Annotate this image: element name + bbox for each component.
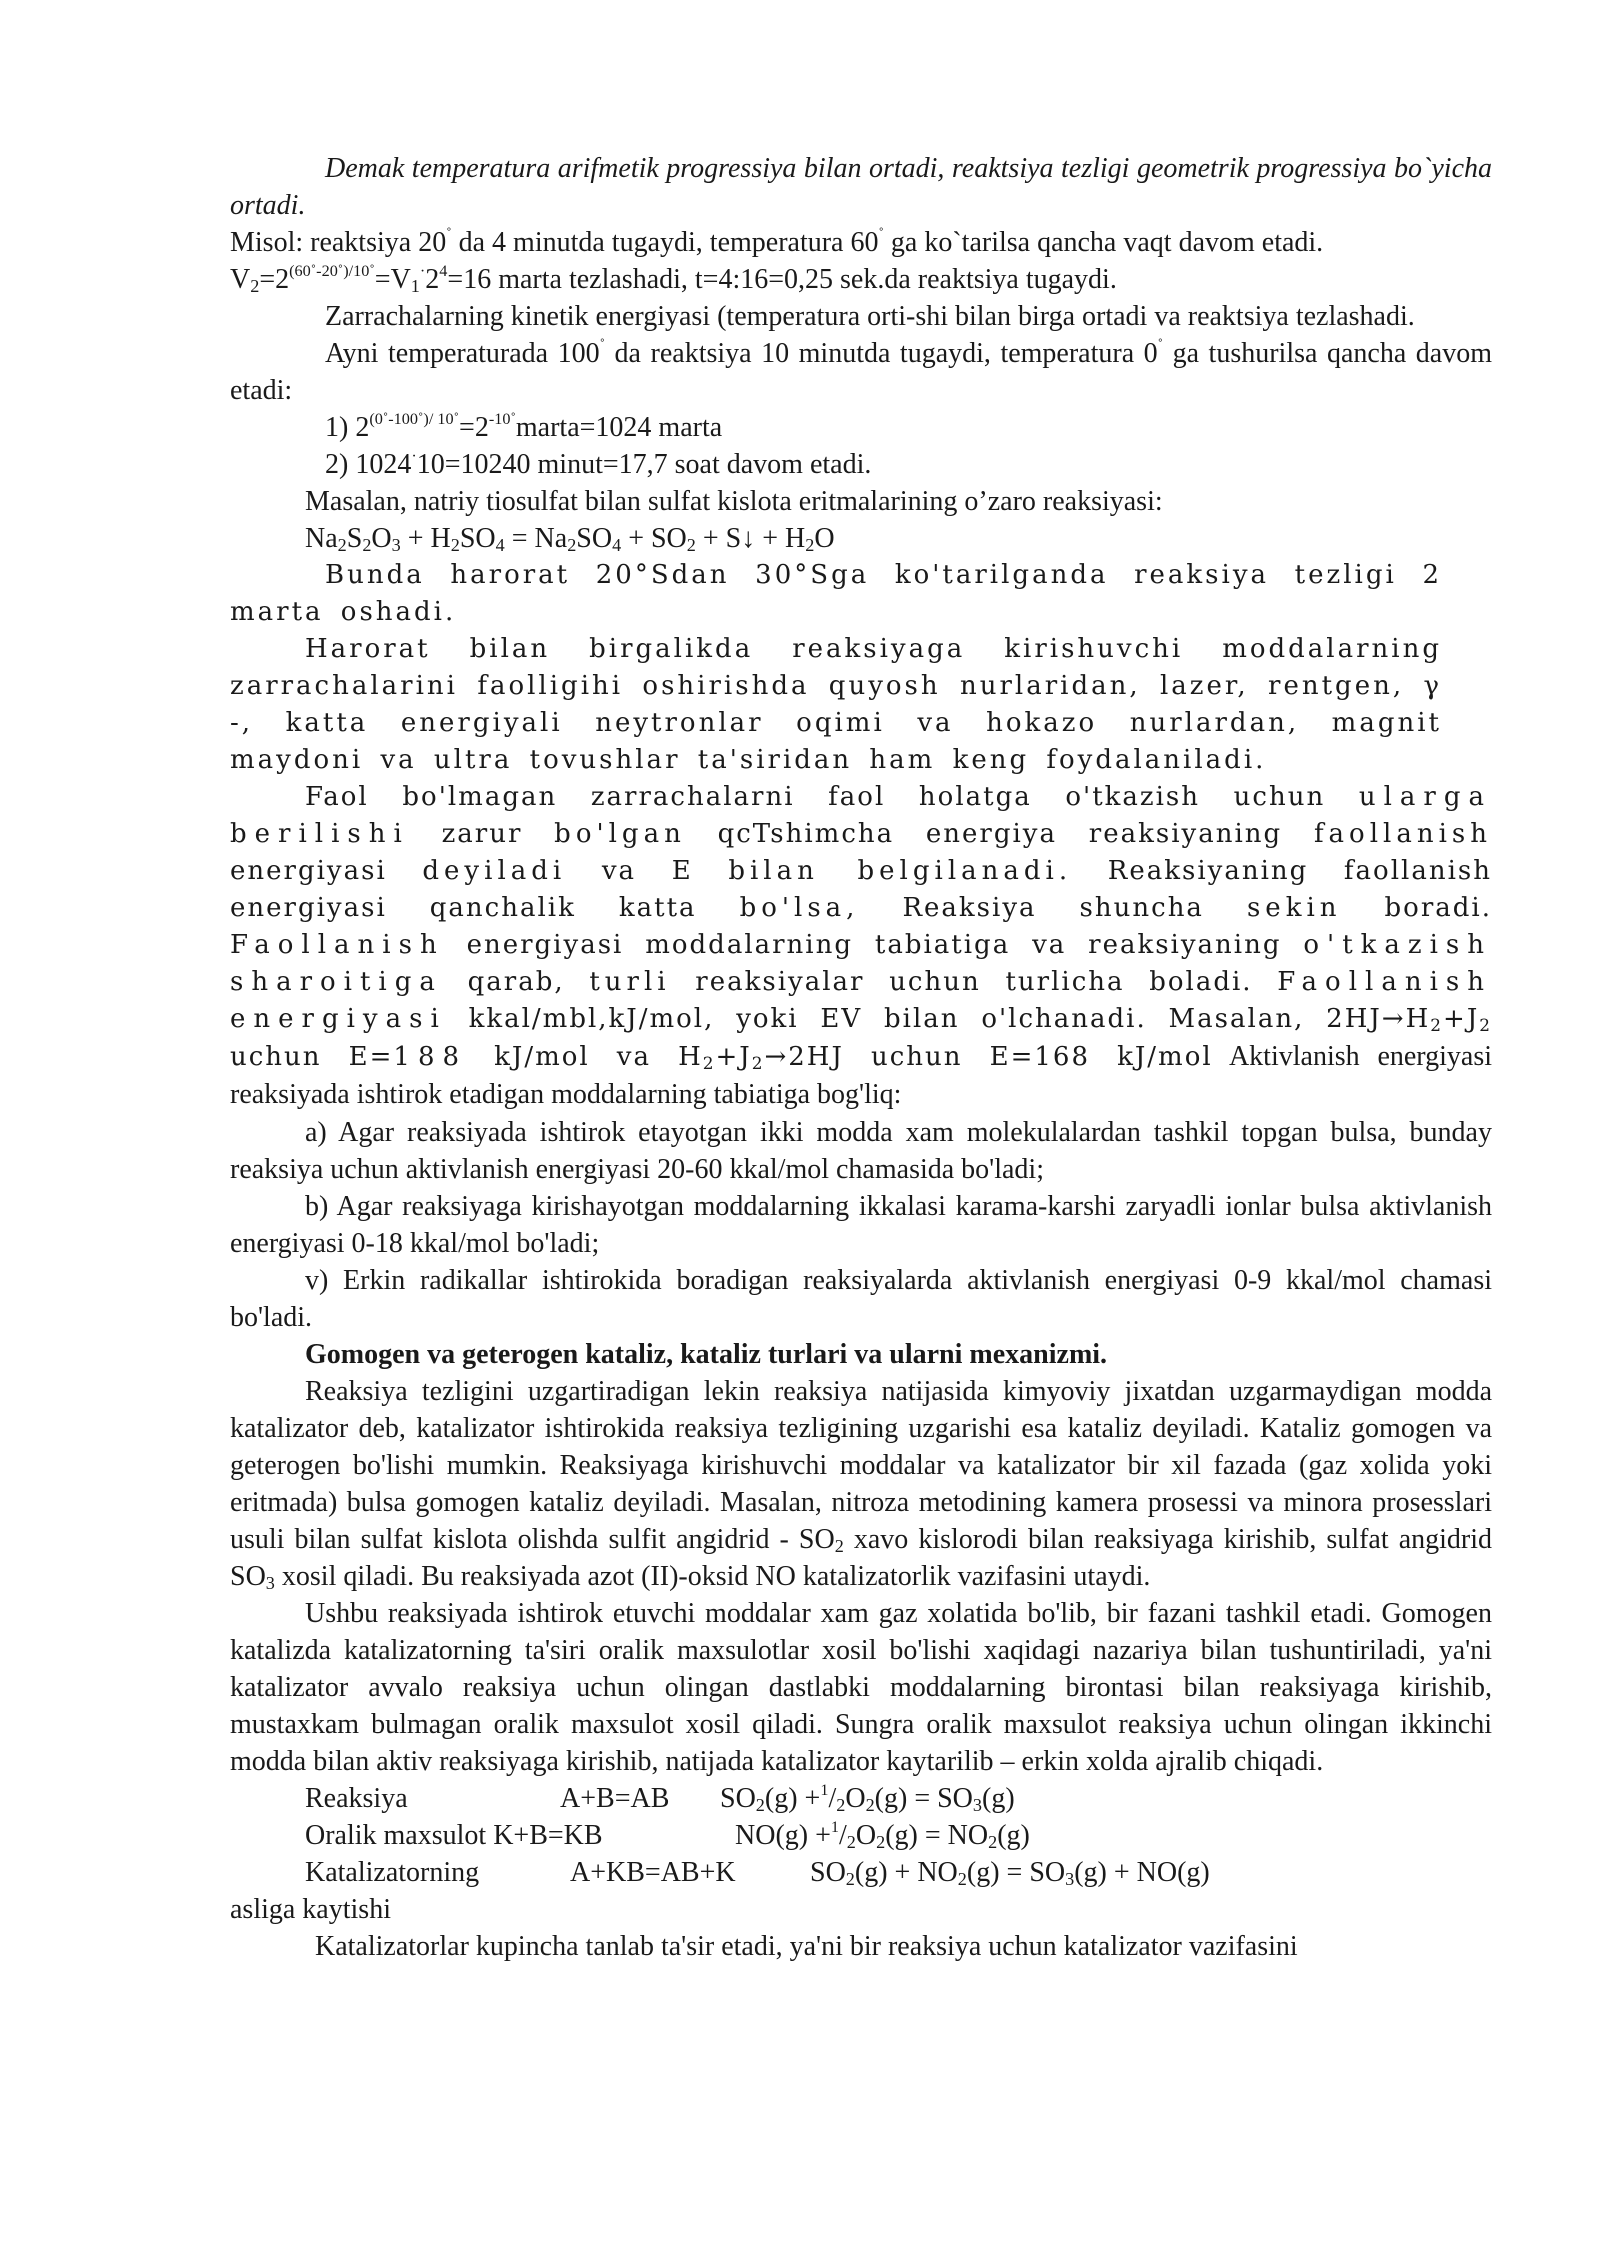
paragraph-kataliz bbox=[230, 1373, 1492, 1595]
text-run: O bbox=[845, 1783, 866, 1814]
text-run: H bbox=[1405, 1004, 1431, 1034]
text-run: Misol: reaktsiya 20 bbox=[230, 227, 447, 258]
degree-sign: ˚ bbox=[599, 336, 606, 354]
paragraph-last: Katalizatorlar kupincha tanlab ta'sir etadi, ya'ni bir reaksiya uchun katalizator vazifasini bbox=[315, 1931, 1298, 1962]
text-run: SO bbox=[810, 1857, 846, 1888]
arrow: → bbox=[1381, 1004, 1406, 1034]
text-run: turli bbox=[589, 967, 671, 997]
superscript: 4 bbox=[439, 262, 448, 280]
text-run: SO bbox=[459, 523, 496, 554]
paragraph-bunda: Bunda harorat 20°Sdan 30°Sga ko'tarilganda reaksiya tezligi 2 marta oshadi. bbox=[230, 560, 1442, 627]
paragraph-faollanish bbox=[230, 779, 1492, 1114]
equation-sodium-thiosulfate bbox=[230, 520, 1492, 557]
text-run: =2 bbox=[459, 412, 489, 443]
step-2 bbox=[230, 446, 1492, 483]
subscript: 2 bbox=[362, 535, 372, 555]
text-run: / bbox=[828, 1783, 837, 1814]
superscript: 1 bbox=[820, 1781, 829, 1799]
line-asliga: asliga kaytishi bbox=[230, 1894, 391, 1925]
subscript: 2 bbox=[337, 535, 347, 555]
text-run: (g) bbox=[982, 1783, 1015, 1814]
text-run: Reaksiya tezligini uzgartiradigan lekin reaksiya natijasida kimyoviy jixatdan uzgarmaydigan modda katalizator deb, katalizator ishtirokida reaksiya tezligining uzgarishi esa kataliz deyiladi. Kataliz gomogen va geterogen bo'lishi mumkin. Reaksiyaga kirishuvchi moddalar va katalizator bir xil fazada (gaz xolida yoki eritmada) bulsa gomogen kataliz deyiladi. Masalan, nitroza metodining kamera prosessi va minora prosesslari usuli bilan sulfat kislota olishda sulfit angidrid - SO bbox=[230, 1376, 1492, 1555]
reaction-equation bbox=[720, 1780, 1015, 1817]
reaction-equation bbox=[810, 1854, 1210, 1891]
text-run: bo'lsa, bbox=[739, 893, 860, 923]
paragraph-example-2 bbox=[230, 335, 1492, 409]
reaction-equation bbox=[735, 1817, 1030, 1854]
text-run: Ayni temperaturada 100 bbox=[325, 338, 600, 369]
text-run: 2) 1024 bbox=[325, 449, 412, 480]
list-item-b: b) Agar reaksiyaga kirishayotgan moddalarning ikkalasi karama-karshi zaryadli ionlar bulsa aktivlanish energiyasi 0-18 kkal/mol bo'ladi; bbox=[230, 1191, 1492, 1259]
reaction-row-3 bbox=[230, 1854, 1492, 1891]
subscript: 2 bbox=[834, 1536, 844, 1556]
reaction-label: Katalizatorning bbox=[305, 1857, 480, 1888]
text-run: bo'lgan bbox=[554, 819, 686, 849]
text-run: Reaksiyaning faollanish energiyasi qanchalik katta bbox=[230, 856, 1492, 923]
text-run: reaksiyalar uchun turlicha boladi. bbox=[670, 967, 1278, 997]
text-run: Aktivlanish energiyasi reaksiyada ishtirok etadigan moddalarning tabiatiga bog'liq: bbox=[230, 1041, 1492, 1110]
subscript: 2 bbox=[836, 1795, 846, 1815]
text-run: ga tushurilsa qancha davom etadi: bbox=[230, 338, 1492, 406]
text-run: zarur bbox=[409, 819, 555, 849]
text-run: Reaksiya shuncha bbox=[859, 893, 1247, 923]
text-run: +J bbox=[1443, 1004, 1480, 1034]
text-run: (g) = SO bbox=[966, 1857, 1066, 1888]
subscript: 2 bbox=[755, 1795, 765, 1815]
reaction-scheme: A+KB=AB+K bbox=[570, 1857, 736, 1888]
degree-sign: ˚ bbox=[1157, 336, 1164, 354]
text-run: qcTshimcha energiya reaksiyaning bbox=[685, 819, 1314, 849]
text-run: Na bbox=[305, 523, 338, 554]
text-run: boradi. bbox=[1341, 893, 1492, 923]
formula-v2 bbox=[230, 261, 1492, 298]
paragraph-kinetic: Zarrachalarning kinetik energiyasi (temperatura orti-shi bilan birga ortadi va reaktsiya tezlashadi. bbox=[325, 301, 1415, 332]
degree-sign: ˚ bbox=[446, 225, 452, 243]
subscript: 3 bbox=[1065, 1869, 1075, 1889]
subscript: 2 bbox=[1479, 1015, 1492, 1035]
reaction-label: Reaksiya bbox=[305, 1783, 408, 1814]
text-run: +J bbox=[715, 1042, 752, 1072]
subscript: 2 bbox=[702, 1053, 716, 1073]
subscript: 2 bbox=[450, 535, 460, 555]
text-run: Faol bo'lmagan zarrachalarni faol holatga o'tkazish uchun bbox=[305, 782, 1359, 812]
text-run: (g) + NO(g) bbox=[1074, 1857, 1210, 1888]
subscript: 2 bbox=[865, 1795, 875, 1815]
superscript: (0˚-100˚)/ 10˚ bbox=[369, 410, 460, 428]
text-run: energiyasi bbox=[230, 856, 423, 886]
text-run: xavo kislorodi bilan reaksiyaga kirishib, sulfat angidrid SO bbox=[230, 1524, 1493, 1592]
subscript: 2 bbox=[1430, 1015, 1444, 1035]
subscript: 2 bbox=[988, 1832, 998, 1852]
text-run: SO bbox=[720, 1783, 756, 1814]
step-1 bbox=[230, 409, 1492, 446]
subscript: 2 bbox=[805, 535, 815, 555]
subscript: 2 bbox=[686, 535, 696, 555]
list-item-a: a) Agar reaksiyada ishtirok etayotgan ikki modda xam molekulalardan tashkil topgan bulsa, bunday reaksiya uchun aktivlanish energiyasi 20-60 kkal/mol chamasida bo'ladi; bbox=[230, 1117, 1492, 1185]
text-run: xosil qiladi. Bu reaksiyada azot (II)-oksid NO katalizatorlik vazifasini utaydi. bbox=[274, 1561, 1151, 1592]
text-run: V bbox=[230, 264, 251, 295]
text-run: marta=1024 marta bbox=[515, 412, 723, 443]
superscript: 1 bbox=[830, 1818, 840, 1836]
text-run: + H bbox=[400, 523, 451, 554]
paragraph-masalan: Masalan, natriy tiosulfat bilan sulfat kislota eritmalarining o’zaro reaksiyasi: bbox=[305, 486, 1163, 517]
text-run: ularga berilishi bbox=[230, 782, 1492, 849]
text-run: (g) + NO bbox=[854, 1857, 958, 1888]
subscript: 3 bbox=[391, 535, 401, 555]
arrow: → bbox=[764, 1042, 789, 1072]
text-run: qarab, bbox=[442, 967, 590, 997]
reaction-row-1 bbox=[230, 1780, 1492, 1817]
paragraph-progression: Demak temperatura arifmetik progressiya bilan ortadi, reaktsiya tezligi geometrik progressiya bo`yicha ortadi. bbox=[230, 153, 1492, 221]
subscript: 2 bbox=[845, 1869, 855, 1889]
reaction-label: Oralik maxsulot K+B=KB bbox=[305, 1820, 603, 1851]
text-run: (g) = SO bbox=[874, 1783, 973, 1814]
text-run: O bbox=[855, 1820, 877, 1851]
text-run: sekin bbox=[1246, 893, 1342, 923]
subscript: 2 bbox=[846, 1832, 856, 1852]
text-run: deyiladi bbox=[422, 856, 567, 886]
text-run: 2 bbox=[425, 264, 440, 295]
text-run: 2HJ uchun E=168 kJ/mol bbox=[788, 1042, 1213, 1072]
paragraph-ushbu: Ushbu reaksiyada ishtirok etuvchi moddalar xam gaz xolatida bo'lib, bir fazani tashkil etadi. Gomogen katalizda katalizatorning ta'siri oralik maxsulotlar xosil bo'lishi xaqidagi nazariya bilan tushuntiriladi, ya'ni katalizator avvalo reaksiya uchun olingan dastlabki moddalarning birontasi bilan reaksiyaga kirishib, mustaxkam bulmagan oralik maxsulot xosil qiladi. Sungra oralik maxsulot reaksiya uchun olingan ikkinchi modda bilan aktiv reaksiyaga kirishib, natijada katalizator kaytarilib – erkin xolda ajralib chiqadi. bbox=[230, 1598, 1492, 1777]
text-run: faollanish bbox=[1313, 819, 1492, 849]
subscript: 4 bbox=[495, 535, 505, 555]
subscript: 2 bbox=[567, 535, 577, 555]
text-run: (g) + bbox=[764, 1783, 821, 1814]
text-run: O bbox=[814, 523, 835, 554]
text-run: O bbox=[371, 523, 392, 554]
degree-sign: ˚ bbox=[878, 225, 884, 243]
text-run: da reaktsiya 10 minutda tugaydi, temperatura 0 bbox=[605, 338, 1158, 369]
text-run: 10=10240 minut=17,7 soat davom etadi. bbox=[416, 449, 872, 480]
dot: · bbox=[411, 447, 417, 465]
text-run: energiyasi moddalarning tabiatiga va reaksiyaning bbox=[444, 930, 1304, 960]
text-run: o'tkazish sharoitiga bbox=[230, 930, 1492, 997]
subscript: 3 bbox=[265, 1573, 275, 1593]
text-run: bilan belgilanadi. bbox=[728, 856, 1073, 886]
subscript: 1 bbox=[410, 276, 420, 296]
text-run: Faollanish bbox=[230, 930, 445, 960]
text-run: (g) bbox=[997, 1820, 1030, 1851]
text-run: S bbox=[346, 523, 363, 554]
superscript: -10˚ bbox=[488, 410, 516, 428]
text-run: SO bbox=[576, 523, 613, 554]
reaction-row-2 bbox=[230, 1817, 1492, 1854]
text-run: kJ/mol va H bbox=[467, 1042, 703, 1072]
text-run: =V bbox=[374, 264, 411, 295]
text-run: NO(g) + bbox=[735, 1820, 831, 1851]
text-run: = Na bbox=[504, 523, 568, 554]
text-run: uchun E= bbox=[230, 1042, 394, 1072]
text-run: ga ko`tarilsa qancha vaqt davom etadi. bbox=[883, 227, 1324, 258]
text-run: + S↓ + H bbox=[695, 523, 806, 554]
text-run: va E bbox=[566, 856, 729, 886]
paragraph-harorat: Harorat bilan birgalikda reaksiyaga kirishuvchi moddalarning zarrachalarini faolligihi oshirishda quyosh nurlaridan, lazer, rentgen, γ -, katta energiyali neytronlar oqimi va hokazo nurlardan, magnit maydoni va ultra tovushlar ta'siridan ham keng foydalaniladi. bbox=[230, 634, 1442, 775]
text-run: + SO bbox=[621, 523, 687, 554]
text-run: 1) 2 bbox=[325, 412, 370, 443]
subscript: 2 bbox=[876, 1832, 886, 1852]
text-run: da 4 minutda tugaydi, temperatura 60 bbox=[451, 227, 879, 258]
superscript: (60˚-20˚)/10˚ bbox=[289, 262, 375, 280]
subscript: 2 bbox=[751, 1053, 765, 1073]
text-run: (g) = NO bbox=[885, 1820, 989, 1851]
subscript: 2 bbox=[957, 1869, 967, 1889]
text-run: =2 bbox=[259, 264, 290, 295]
subscript: 3 bbox=[972, 1795, 982, 1815]
paragraph-example-1 bbox=[230, 224, 1492, 261]
document-page bbox=[230, 150, 1492, 1965]
subscript: 4 bbox=[612, 535, 622, 555]
section-heading: Gomogen va geterogen kataliz, kataliz turlari va ularni mexanizmi. bbox=[305, 1339, 1108, 1370]
text-run: 188 bbox=[393, 1042, 468, 1072]
text-run: Faollanish energiyasi bbox=[230, 967, 1492, 1034]
list-item-v: v) Erkin radikallar ishtirokida boradigan reaksiyalarda aktivlanish energiyasi 0-9 kkal/mol chamasi bo'ladi. bbox=[230, 1265, 1492, 1333]
text-run: kkal/mbl,kJ/mol, yoki EV bilan o'lchanadi. Masalan, 2HJ bbox=[446, 1004, 1382, 1034]
text-run: =16 marta tezlashadi, t=4:16=0,25 sek.da reaktsiya tugaydi. bbox=[447, 264, 1117, 295]
text-run: / bbox=[839, 1820, 847, 1851]
dot: · bbox=[419, 262, 426, 280]
subscript: 2 bbox=[250, 276, 260, 296]
reaction-scheme: A+B=AB bbox=[560, 1783, 670, 1814]
